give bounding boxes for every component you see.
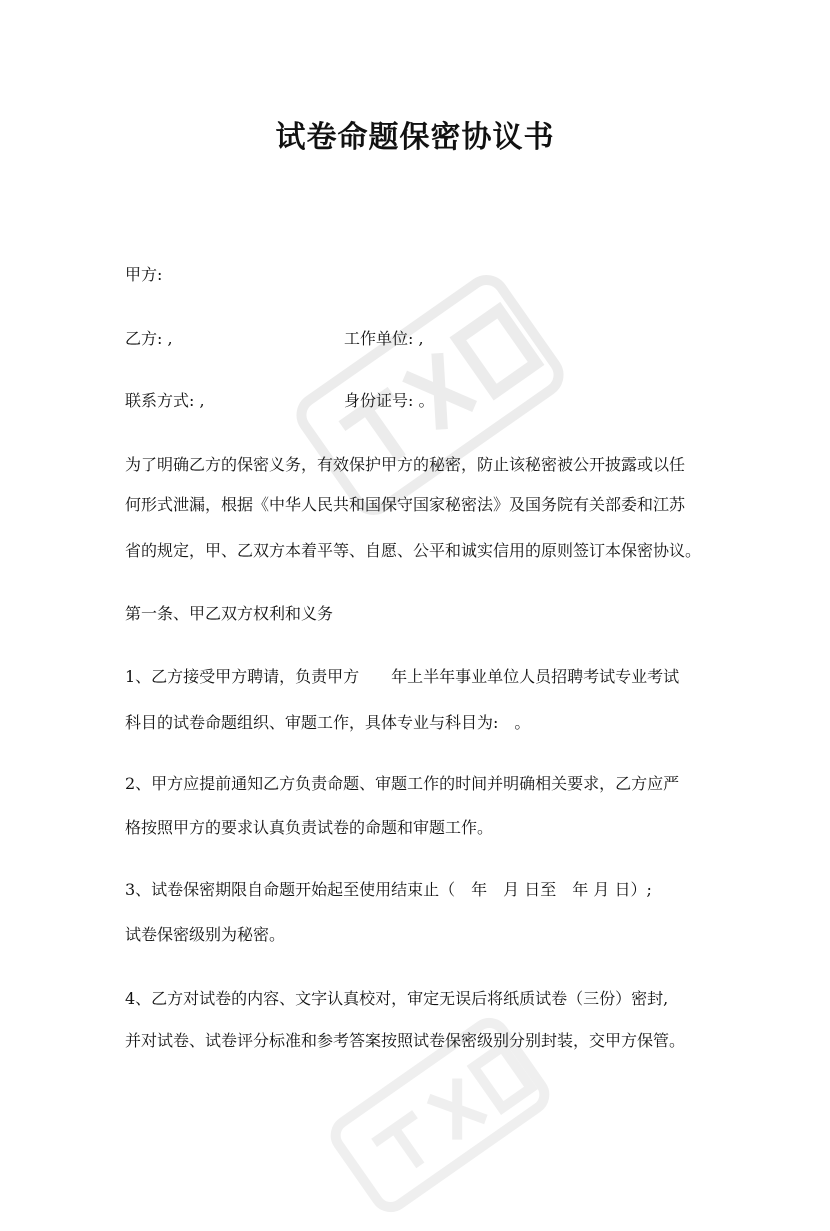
intro-paragraph-line: 何形式泄漏，根据《中华人民共和国保守国家秘密法》及国务院有关部委和江苏 <box>125 495 686 514</box>
clause-2-line: 2、甲方应提前通知乙方负责命题、审题工作的时间并明确相关要求，乙方应严 <box>125 774 680 793</box>
work-unit-label: 工作单位: , <box>344 329 424 348</box>
document-title: 试卷命题保密协议书 <box>275 120 555 155</box>
clause-3-line: 3、试卷保密期限自命题开始起至使用结束止（ 年 月 日至 年 月 日）; <box>125 880 652 899</box>
party-b-label: 乙方: , <box>125 329 173 348</box>
clause-3-line: 试卷保密级别为秘密。 <box>125 925 286 944</box>
party-a-label: 甲方: <box>125 265 163 284</box>
clause-1-line: 科目的试卷命题组织、审题工作，具体专业与科目为: 。 <box>125 713 531 732</box>
clause-4-line: 4、乙方对试卷的内容、文字认真校对，审定无误后将纸质试卷（三份）密封, <box>125 989 669 1008</box>
id-number-label: 身份证号: 。 <box>344 391 435 410</box>
article1-heading: 第一条、甲乙双方权利和义务 <box>125 604 334 623</box>
clause-1-line: 1、乙方接受甲方聘请，负责甲方 年上半年事业单位人员招聘考试专业考试 <box>125 667 680 686</box>
contact-label: 联系方式: , <box>125 391 205 410</box>
clause-2-line: 格按照甲方的要求认真负责试卷的命题和审题工作。 <box>125 818 494 837</box>
clause-4-line: 并对试卷、试卷评分标准和参考答案按照试卷保密级别分别封装，交甲方保管。 <box>125 1031 686 1050</box>
intro-paragraph-line: 为了明确乙方的保密义务，有效保护甲方的秘密，防止该秘密被公开披露或以任 <box>125 455 686 474</box>
intro-paragraph-line: 省的规定，甲、乙双方本着平等、自愿、公平和诚实信用的原则签订本保密协议。 <box>125 541 702 560</box>
